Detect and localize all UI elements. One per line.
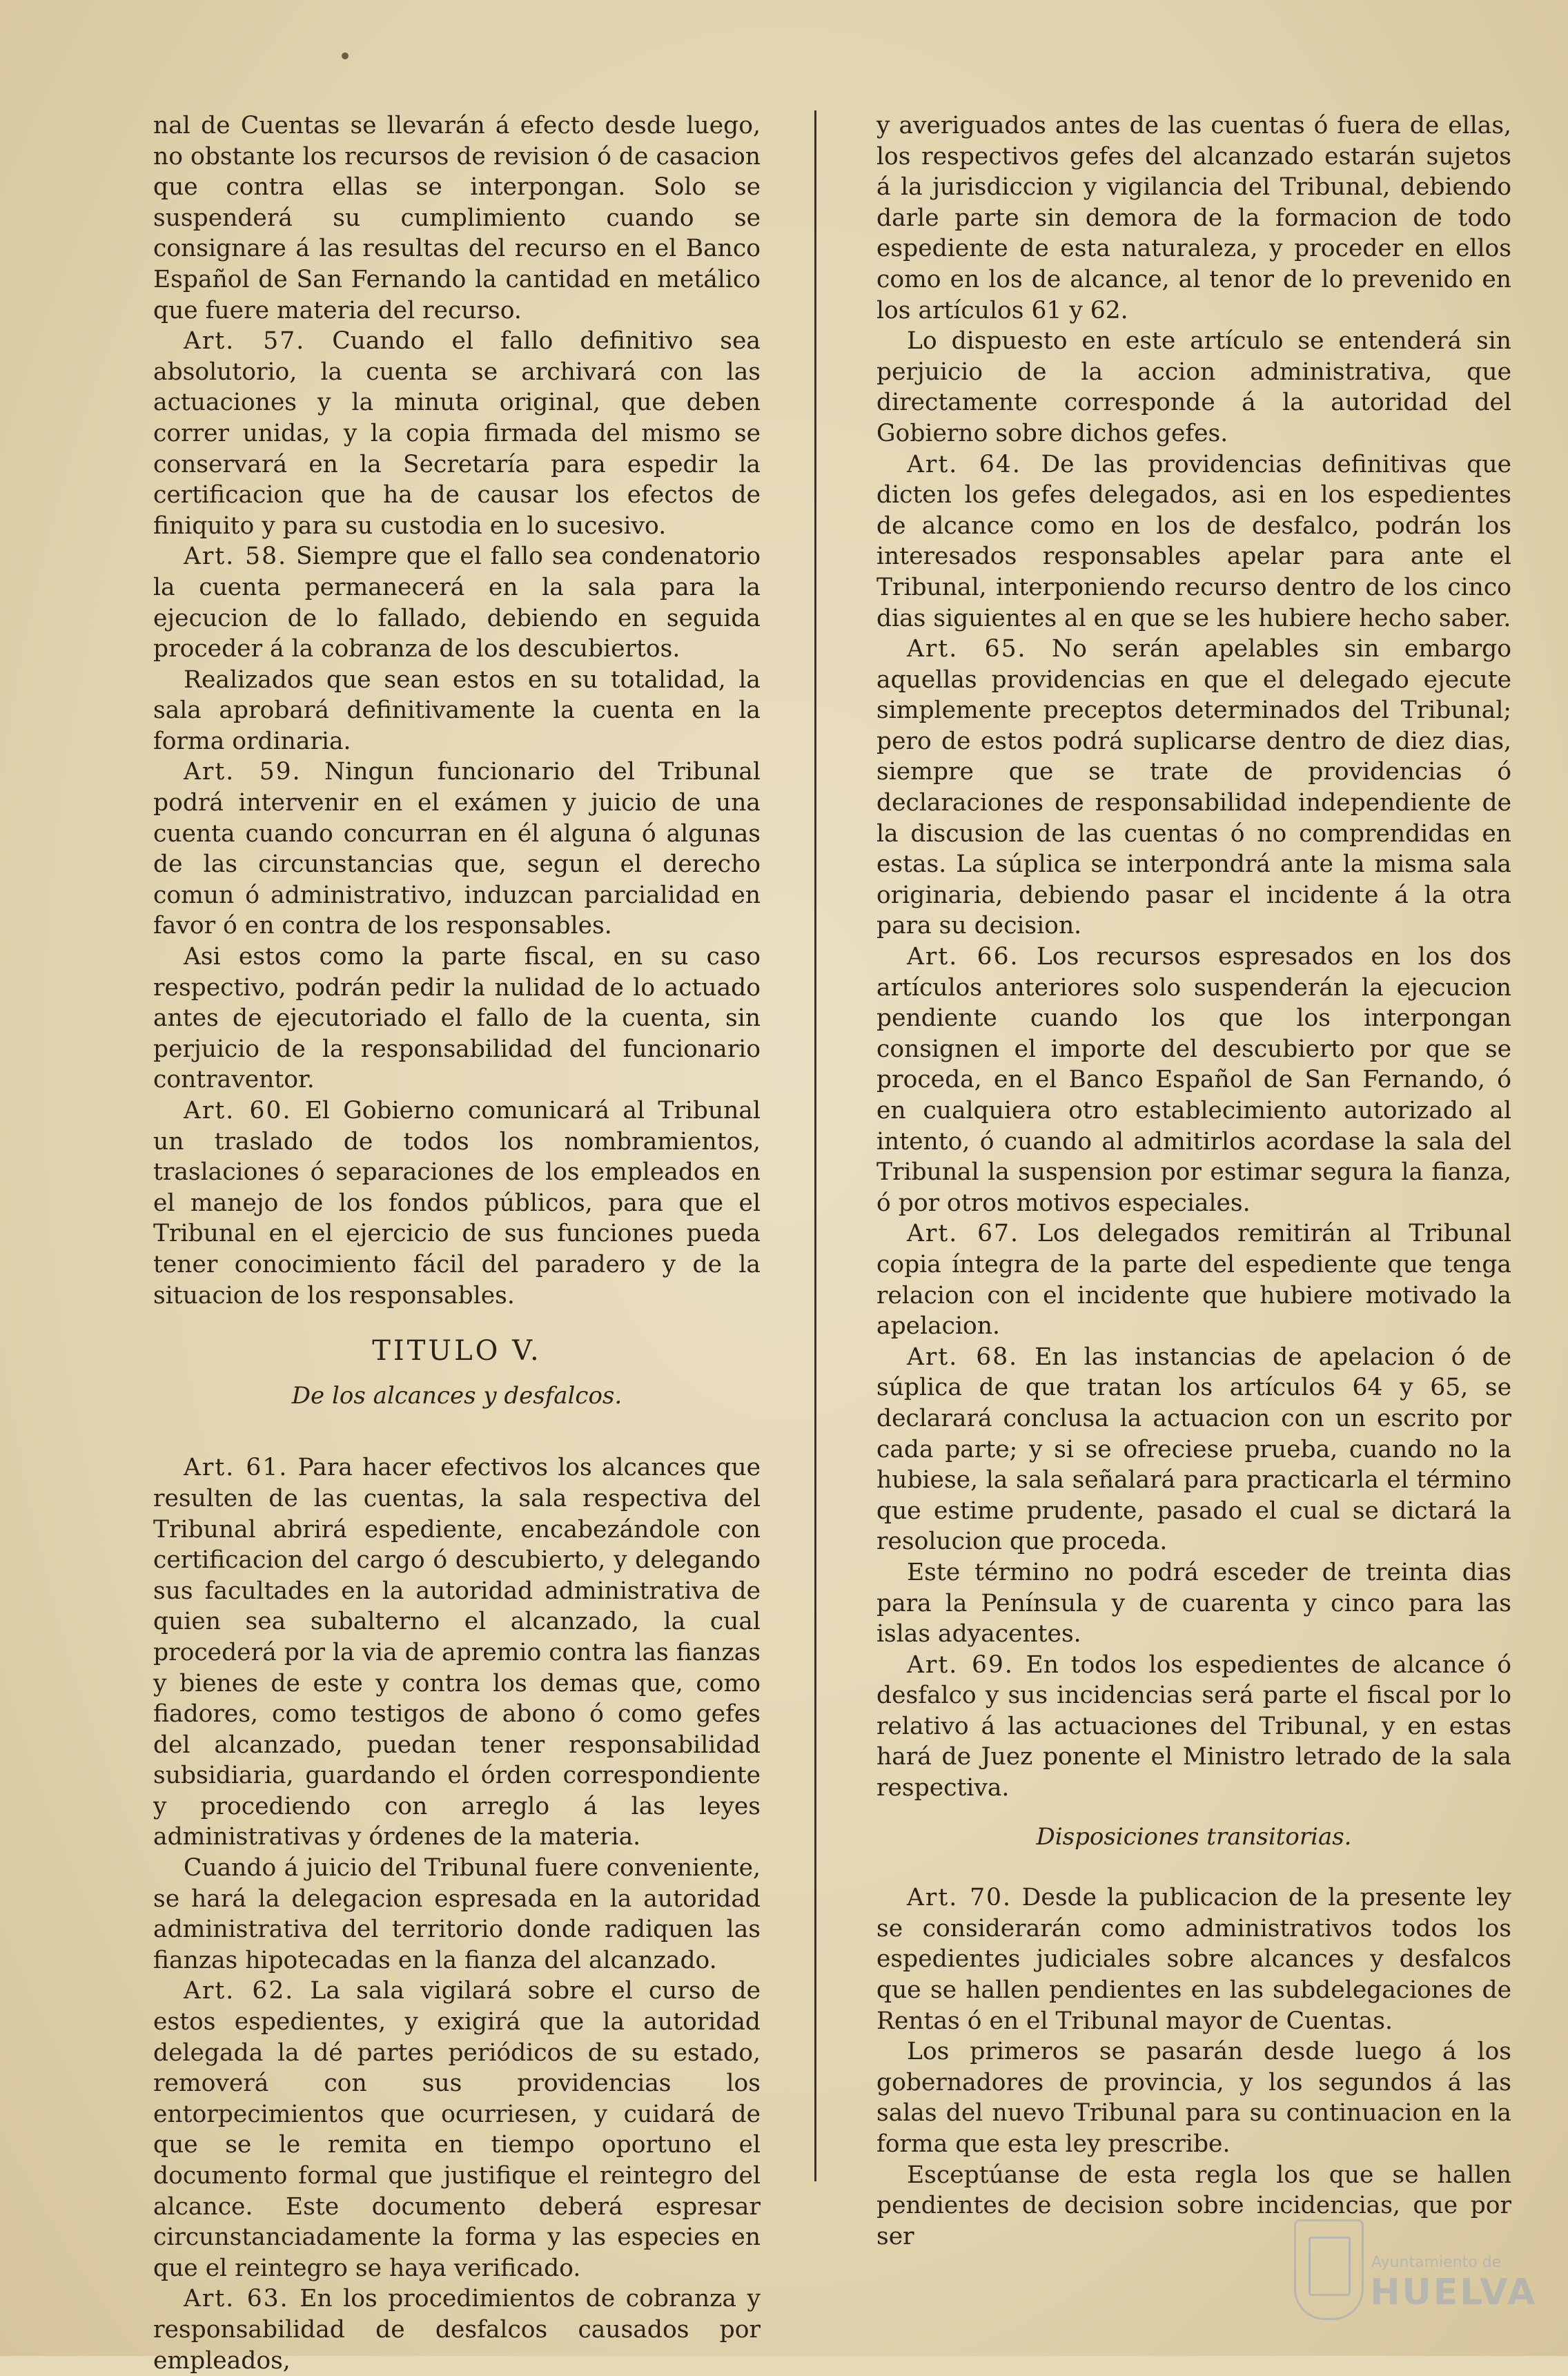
article-text: Cuando el fallo definitivo sea absolutorio, la cuenta se archivará con las actuaciones y la minuta original, que deben correr unidas, y la copia firmada del mismo se conservará en la Secretaría para espedir la certificacion que ha de causar los efectos de finiquito y para su custodia en lo sucesivo. bbox=[153, 327, 761, 540]
article-59 bbox=[153, 757, 761, 942]
ink-dot bbox=[342, 52, 349, 59]
article-text: Los delegados remitirán al Tribunal copia íntegra de la parte del espediente que tenga relacion con el incidente que hubiere motivado la apelacion. bbox=[876, 1220, 1511, 1341]
paragraph: Lo dispuesto en este artículo se entenderá sin perjuicio de la accion administrativa, que directamente corresponde á la autoridad del Gobierno sobre dichos gefes. bbox=[876, 327, 1511, 447]
article-label: Art. 63. bbox=[184, 2285, 289, 2313]
paragraph: Esceptúanse de esta regla los que se hallen pendientes de decision sobre incidencias, que por ser bbox=[876, 2161, 1511, 2250]
article-63 bbox=[153, 2284, 761, 2376]
paragraph: Este término no podrá esceder de treinta dias para la Península y de cuarenta y cinco para las islas adyacentes. bbox=[876, 1558, 1511, 1648]
watermark-line-1: Ayuntamiento de bbox=[1371, 2254, 1502, 2271]
article-68 bbox=[876, 1342, 1511, 1557]
article-label: Art. 59. bbox=[184, 758, 302, 786]
article-label: Art. 62. bbox=[184, 1977, 295, 2005]
article-66 bbox=[876, 942, 1511, 1218]
article-61 bbox=[153, 1452, 761, 1853]
article-text: No serán apelables sin embargo aquellas providencias en que el delegado ejecute simplemente preceptos determinados del Tribunal; pero de estos podrá suplicarse dentro de diez dias, siempre que se trate de providencias ó declaraciones de responsabilidad independiente de la discusion de las cuentas ó no comprendidas en estas. La súplica se interpondrá ante la misma sala originaria, debiendo pasar el incidente á la otra para su decision. bbox=[876, 635, 1511, 940]
article-text: En las instancias de apelacion ó de súplica de que tratan los artículos 64 y 65, se declarará conclusa la actuacion con un escrito por cada parte; y si se ofreciese prueba, cuando no la hubiese, la sala señalará para practicarla el término que estime prudente, pasado el cual se dictará la resolucion que proceda. bbox=[876, 1343, 1511, 1556]
article-text: El Gobierno comunicará al Tribunal un traslado de todos los nombramientos, traslaciones ó separaciones de los empleados en el manejo de los fondos públicos, para que el Tribunal en el ejercicio de sus funciones pueda tener conocimiento fácil del paradero y de la situacion de los responsables. bbox=[153, 1097, 761, 1309]
paragraph: Los primeros se pasarán desde luego á los gobernadores de provincia, y los segundos á las salas del nuevo Tribunal para su continuacion en la forma que esta ley prescribe. bbox=[876, 2038, 1511, 2158]
article-text: Siempre que el fallo sea condenatorio la cuenta permanecerá en la sala para la ejecucion de lo fallado, debiendo en seguida proceder á la cobranza de los descubiertos. bbox=[153, 543, 761, 663]
shield-icon bbox=[1294, 2219, 1364, 2320]
article-label: Art. 64. bbox=[907, 450, 1021, 478]
left-column bbox=[153, 110, 761, 2376]
paragraph: Cuando á juicio del Tribunal fuere conveniente, se hará la delegacion espresada en la autoridad administrativa del territorio donde radiquen las fianzas hipotecadas en la fianza del alcanzado. bbox=[153, 1854, 761, 1974]
article-text: La sala vigilará sobre el curso de estos espedientes, y exigirá que la autoridad delegada la dé partes periódicos de su estado, removerá con sus providencias los entorpecimientos que ocurriesen, y cuidará de que se le remita en tiempo oportuno el documento formal que justifique el reintegro del alcance. Este documento deberá espresar circunstanciadamente la forma y las especies en que el reintegro se haya verificado. bbox=[153, 1977, 761, 2282]
article-label: Art. 57. bbox=[184, 327, 306, 356]
article-text: Para hacer efectivos los alcances que resulten de las cuentas, la sala respectiva del Tribunal abrirá espediente, encabezándole con certificacion del cargo ó descubierto, y delegando sus facultades en la autoridad administrativa de quien sea subalterno el alcanzado, la cual procederá por la via de apremio contra las fianzas y bienes de este y contra los demas que, como fiadores, como testigos de abono ó como gefes del alcanzado, puedan tener responsabilidad subsidiaria, guardando el órden correspondiente y procediendo con arreglo á las leyes administrativas y órdenes de la materia. bbox=[153, 1454, 761, 1851]
article-label: Art. 68. bbox=[907, 1343, 1019, 1371]
section-subtitle: De los alcances y desfalcos. bbox=[291, 1381, 623, 1410]
article-label: Art. 67. bbox=[907, 1220, 1019, 1248]
article-67 bbox=[876, 1218, 1511, 1341]
paragraph: nal de Cuentas se llevarán á efecto desde luego, no obstante los recursos de revision ó de casacion que contra ellas se interpongan. Solo se suspenderá su cumplimiento cuando se consignare á las resultas del recurso en el Banco Español de San Fernando la cantidad en metálico que fuere materia del recurso. bbox=[153, 112, 761, 324]
paragraph: Asi estos como la parte fiscal, en su caso respectivo, podrán pedir la nulidad de lo actuado antes de ejecutoriado el fallo de la cuenta, sin perjuicio de la responsabilidad del funcionario contraventor. bbox=[153, 943, 761, 1094]
section-subtitle-transitorias: Disposiciones transitorias. bbox=[1036, 1822, 1352, 1851]
article-70 bbox=[876, 1882, 1511, 2036]
article-label: Art. 58. bbox=[184, 543, 288, 571]
article-text: Ningun funcionario del Tribunal podrá intervenir en el exámen y juicio de una cuenta cuando concurran en él alguna ó algunas de las circunstancias que, segun el derecho comun ó administrativo, induzcan parcialidad en favor ó en contra de los responsables. bbox=[153, 758, 761, 940]
article-58 bbox=[153, 541, 761, 664]
article-label: Art. 65. bbox=[907, 635, 1027, 663]
article-label: Art. 66. bbox=[907, 943, 1019, 971]
watermark-line-2: HUELVA bbox=[1370, 2272, 1538, 2313]
article-57 bbox=[153, 326, 761, 541]
archive-watermark bbox=[1294, 2219, 1538, 2323]
article-label: Art. 61. bbox=[184, 1454, 288, 1482]
section-title: TITULO V. bbox=[372, 1335, 542, 1367]
article-label: Art. 69. bbox=[907, 1650, 1014, 1679]
article-text: De las providencias definitivas que dicten los gefes delegados, asi en los espedientes de alcance como en los de desfalco, podrán los interesados responsables apelar para ante el Tribunal, interponiendo recurso dentro de los cinco dias siguientes al en que se les hubiere hecho saber. bbox=[876, 450, 1511, 632]
column-divider bbox=[814, 110, 816, 2181]
paragraph: Realizados que sean estos en su totalidad, la sala aprobará definitivamente la cuenta en la forma ordinaria. bbox=[153, 665, 761, 755]
right-column bbox=[876, 110, 1511, 2252]
article-69 bbox=[876, 1650, 1511, 1804]
article-label: Art. 60. bbox=[184, 1097, 292, 1124]
article-text: Los recursos espresados en los dos artículos anteriores solo suspenderán la ejecucion pendiente cuando los que los interpongan consignen el importe del descubierto por que se proceda, en el Banco Español de San Fernando, ó en cualquiera otro establecimiento autorizado al intento, ó cuando al admitirlos acordase la sala del Tribunal la suspension por estimar segura la fianza, ó por otros motivos especiales. bbox=[876, 943, 1511, 1217]
article-label: Art. 70. bbox=[907, 1884, 1012, 1912]
article-text: En los procedimientos de cobranza y responsabilidad de desfalcos causados por empleados, bbox=[153, 2285, 761, 2375]
paragraph: y averiguados antes de las cuentas ó fuera de ellas, los respectivos gefes del alcanzado estarán sujetos á la jurisdiccion y vigilancia del Tribunal, debiendo darle parte sin demora de la formacion de todo espediente de esta naturaleza, y proceder en ellos como en los de alcance, al tenor de lo prevenido en los artículos 61 y 62. bbox=[876, 112, 1511, 324]
article-62 bbox=[153, 1976, 761, 2284]
article-text: Desde la publicacion de la presente ley se considerarán como administrativos todos los espedientes judiciales sobre alcances y desfalcos que se hallen pendientes en las subdelegaciones de Rentas ó en el Tribunal mayor de Cuentas. bbox=[876, 1884, 1511, 2035]
article-text: En todos los espedientes de alcance ó desfalco y sus incidencias será parte el fiscal por lo relativo á las actuaciones del Tribunal, y en estas hará de Juez ponente el Ministro letrado de la sala respectiva. bbox=[876, 1650, 1511, 1802]
article-60 bbox=[153, 1096, 761, 1311]
article-65 bbox=[876, 634, 1511, 942]
article-64 bbox=[876, 449, 1511, 634]
